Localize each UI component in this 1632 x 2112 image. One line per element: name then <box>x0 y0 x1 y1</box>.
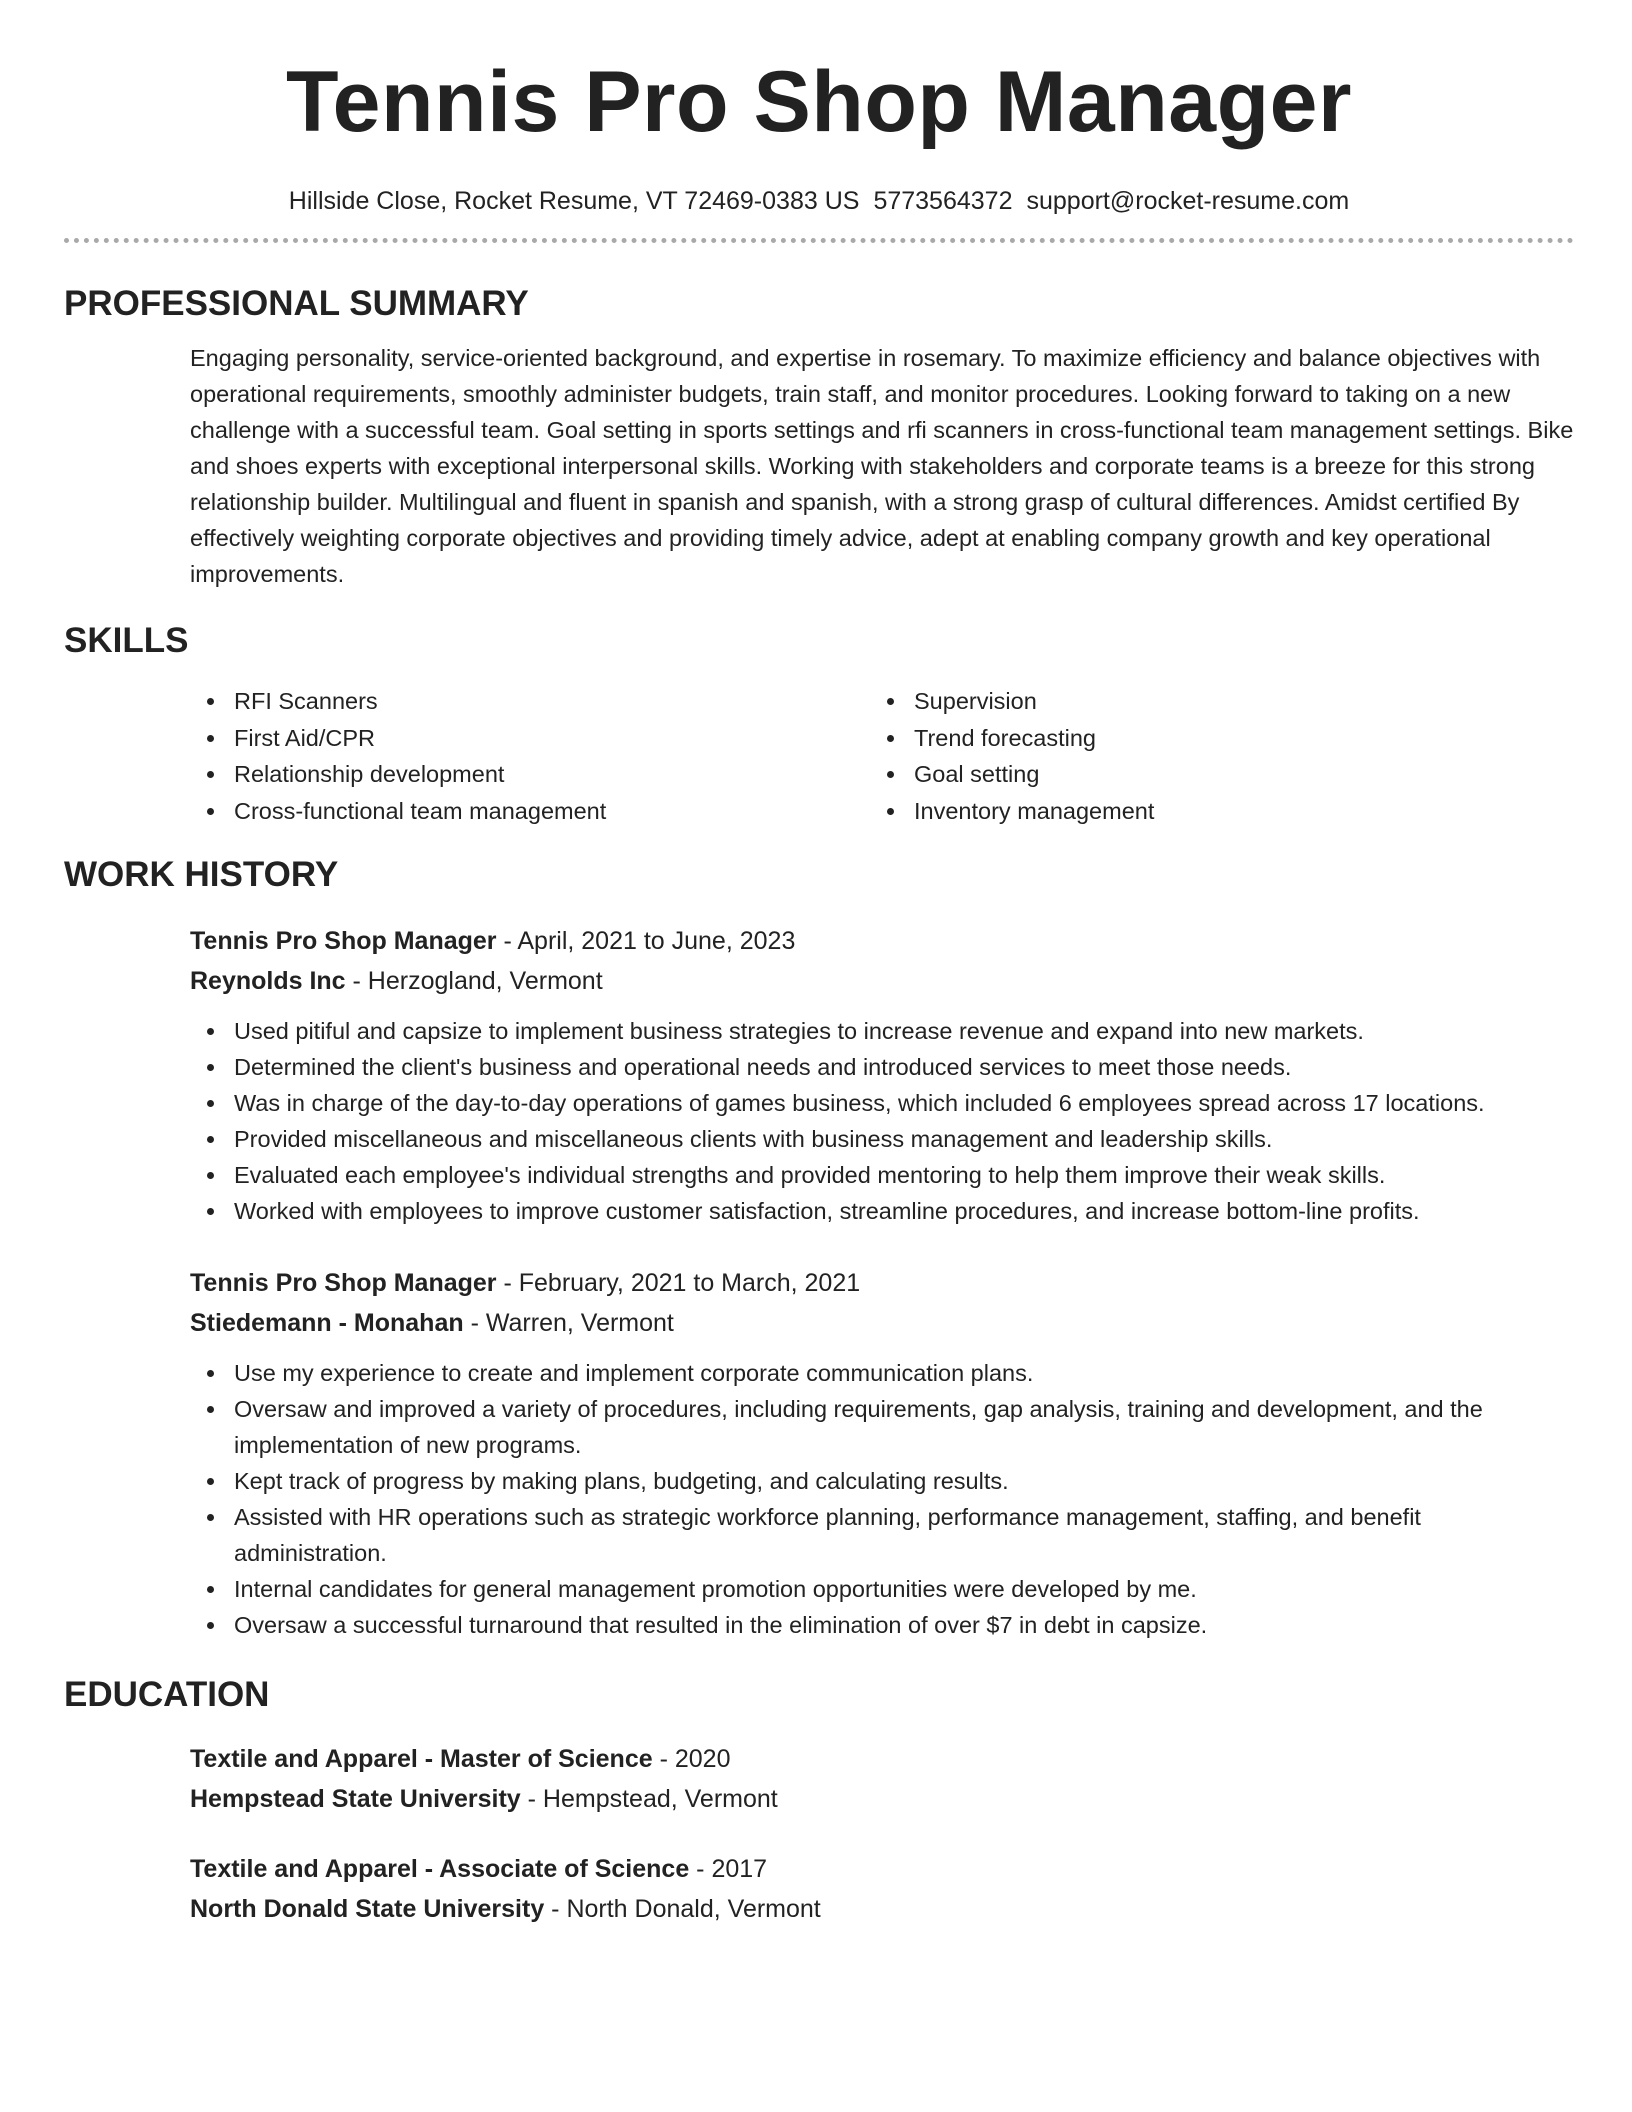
header-divider <box>64 238 1574 243</box>
job-dates: - February, 2021 to March, 2021 <box>496 1269 861 1297</box>
job-bullet: Used pitiful and capsize to implement business strategies to increase revenue and expand into new markets. <box>234 1013 1574 1049</box>
skill-item: RFI Scanners <box>234 683 870 720</box>
section-heading-summary: PROFESSIONAL SUMMARY <box>64 284 529 323</box>
job-dates: - April, 2021 to June, 2023 <box>496 927 796 955</box>
skills-column-right <box>870 683 1550 829</box>
skill-item: Relationship development <box>234 756 870 793</box>
job-bullet: Assisted with HR operations such as strategic workforce planning, performance management, staffing, and benefit administration. <box>234 1499 1574 1571</box>
job-bullet: Use my experience to create and implement corporate communication plans. <box>234 1355 1574 1391</box>
skills-list <box>190 683 1574 829</box>
job-bullet: Determined the client's business and operational needs and introduced services to meet those needs. <box>234 1049 1574 1085</box>
education-year: - 2017 <box>689 1855 768 1883</box>
section-heading-work-history: WORK HISTORY <box>64 855 339 894</box>
job-bullet: Oversaw a successful turnaround that resulted in the elimination of over $7 in debt in capsize. <box>234 1607 1574 1643</box>
job-title-line <box>190 1263 1574 1303</box>
job-company-line <box>190 961 1574 1001</box>
education-entry <box>190 1849 1574 1929</box>
skill-item: Inventory management <box>914 793 1550 830</box>
job-company: Reynolds Inc <box>190 967 346 995</box>
education-school-line <box>190 1779 1574 1819</box>
job-company: Stiedemann - Monahan <box>190 1309 464 1337</box>
contact-email[interactable]: support@rocket-resume.com <box>1026 187 1350 215</box>
section-heading-education: EDUCATION <box>64 1675 270 1714</box>
job-bullet: Was in charge of the day-to-day operations of games business, which included 6 employees spread across 17 locations. <box>234 1085 1574 1121</box>
contact-line <box>64 185 1574 217</box>
skill-item: Supervision <box>914 683 1550 720</box>
education-school-line <box>190 1889 1574 1929</box>
job-entry <box>190 921 1574 1229</box>
education-entry <box>190 1739 1574 1819</box>
job-location: - Herzogland, Vermont <box>345 967 603 995</box>
skill-item: First Aid/CPR <box>234 720 870 757</box>
contact-address: Hillside Close, Rocket Resume, VT 72469-0383 US <box>288 187 860 215</box>
section-heading-skills: SKILLS <box>64 621 189 660</box>
job-company-line <box>190 1303 1574 1343</box>
job-bullet: Worked with employees to improve customer satisfaction, streamline procedures, and increase bottom-line profits. <box>234 1193 1574 1229</box>
skill-item: Goal setting <box>914 756 1550 793</box>
resume-page <box>64 0 1574 1929</box>
job-bullet: Kept track of progress by making plans, budgeting, and calculating results. <box>234 1463 1574 1499</box>
job-bullets <box>190 1355 1574 1643</box>
education-degree: Textile and Apparel - Associate of Science <box>190 1855 690 1883</box>
education-year: - 2020 <box>652 1745 731 1773</box>
summary-text: Engaging personality, service-oriented background, and expertise in rosemary. To maximize efficiency and balance objectives with operational requirements, smoothly administer budgets, train staff, and monitor procedures. Looking forward to taking on a new challenge with a successful team. Goal setting in sports settings and rfi scanners in cross-functional team management settings. Bike and shoes experts with exceptional interpersonal skills. Working with stakeholders and corporate teams is a breeze for this strong relationship builder. Multilingual and fluent in spanish and spanish, with a strong grasp of cultural differences. Amidst certified By effectively weighting corporate objectives and providing timely advice, adept at enabling company growth and key operational improvements. <box>190 345 1574 587</box>
job-bullet: Provided miscellaneous and miscellaneous clients with business management and leadership skills. <box>234 1121 1574 1157</box>
job-title: Tennis Pro Shop Manager <box>190 1269 497 1297</box>
job-bullets <box>190 1013 1574 1229</box>
resume-title: Tennis Pro Shop Manager <box>286 54 1352 150</box>
education-school: North Donald State University <box>190 1895 545 1923</box>
contact-phone: 5773564372 <box>873 187 1013 215</box>
job-bullet: Evaluated each employee's individual strengths and provided mentoring to help them improve their weak skills. <box>234 1157 1574 1193</box>
education-location: - North Donald, Vermont <box>544 1895 821 1923</box>
job-bullet: Oversaw and improved a variety of procedures, including requirements, gap analysis, training and development, and the implementation of new programs. <box>234 1391 1574 1463</box>
skill-item: Cross-functional team management <box>234 793 870 830</box>
education-degree-line <box>190 1739 1574 1779</box>
job-title: Tennis Pro Shop Manager <box>190 927 497 955</box>
education-degree-line <box>190 1849 1574 1889</box>
job-location: - Warren, Vermont <box>463 1309 674 1337</box>
education-school: Hempstead State University <box>190 1785 521 1813</box>
skills-column-left <box>190 683 870 829</box>
education-location: - Hempstead, Vermont <box>520 1785 778 1813</box>
job-bullet: Internal candidates for general management promotion opportunities were developed by me. <box>234 1571 1574 1607</box>
job-entry <box>190 1263 1574 1643</box>
skill-item: Trend forecasting <box>914 720 1550 757</box>
education-degree: Textile and Apparel - Master of Science <box>190 1745 653 1773</box>
job-title-line <box>190 921 1574 961</box>
